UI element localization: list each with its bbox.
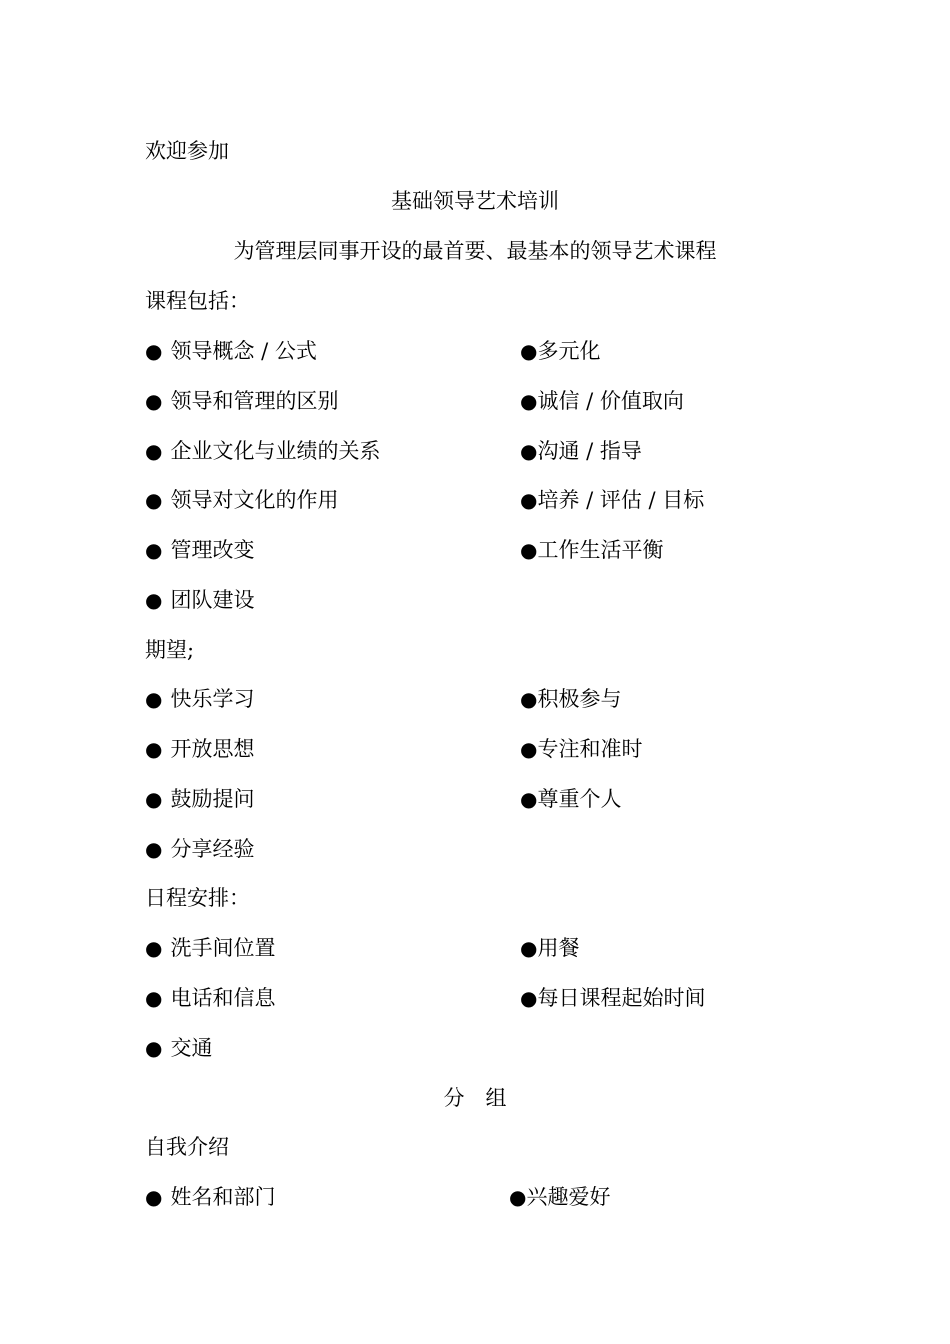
- list-item: ● 分享经验: [145, 837, 255, 861]
- list-item: ● 领导概念 / 公式: [145, 339, 317, 363]
- list-item: ●积极参与: [520, 687, 622, 711]
- bullet-icon: ●: [145, 936, 163, 960]
- list-item: ● 电话和信息: [145, 986, 276, 1010]
- list-item: ●诚信 / 价值取向: [520, 389, 684, 413]
- list-row: [145, 438, 845, 464]
- bullet-icon: ●: [520, 538, 538, 562]
- course-heading: 课程包括：: [145, 289, 250, 313]
- list-item: ●每日课程起始时间: [520, 986, 706, 1010]
- bullet-icon: ●: [520, 737, 538, 761]
- document-title: 基础领导艺术培训: [391, 189, 559, 213]
- list-row: [145, 736, 845, 762]
- bullet-icon: ●: [520, 488, 538, 512]
- bullet-icon: ●: [145, 439, 163, 463]
- list-row: [145, 686, 845, 712]
- list-item: ● 领导和管理的区别: [145, 389, 339, 413]
- bullet-icon: ●: [520, 389, 538, 413]
- list-item: ●沟通 / 指导: [520, 439, 642, 463]
- bullet-icon: ●: [520, 787, 538, 811]
- bullet-icon: ●: [145, 389, 163, 413]
- bullet-icon: ●: [520, 687, 538, 711]
- list-row: [145, 786, 845, 812]
- bullet-icon: ●: [145, 1185, 163, 1209]
- bullet-icon: ●: [145, 339, 163, 363]
- bullet-icon: ●: [520, 439, 538, 463]
- list-row: [145, 1184, 845, 1210]
- bullet-icon: ●: [520, 339, 538, 363]
- list-row: [145, 487, 845, 513]
- bullet-icon: ●: [145, 737, 163, 761]
- list-item: ●兴趣爱好: [509, 1185, 611, 1209]
- list-row: [145, 388, 845, 414]
- bullet-icon: ●: [145, 986, 163, 1010]
- list-item: ● 管理改变: [145, 538, 255, 562]
- list-item: ●专注和准时: [520, 737, 643, 761]
- bullet-icon: ●: [145, 1036, 163, 1060]
- list-item: ●尊重个人: [520, 787, 622, 811]
- list-item: ●工作生活平衡: [520, 538, 664, 562]
- bullet-icon: ●: [145, 588, 163, 612]
- list-item: ● 团队建设: [145, 588, 255, 612]
- document-subtitle: 为管理层同事开设的最首要、最基本的领导艺术课程: [233, 239, 717, 263]
- list-item: ● 快乐学习: [145, 687, 255, 711]
- bullet-icon: ●: [145, 787, 163, 811]
- list-item: ●用餐: [520, 936, 580, 960]
- bullet-icon: ●: [145, 538, 163, 562]
- list-row: [145, 836, 845, 862]
- list-row: [145, 1035, 845, 1061]
- list-row: [145, 935, 845, 961]
- list-item: ● 姓名和部门: [145, 1185, 276, 1209]
- list-item: ● 洗手间位置: [145, 936, 276, 960]
- expectations-heading: 期望;: [145, 638, 195, 662]
- schedule-heading: 日程安排：: [145, 886, 250, 910]
- list-item: ●培养 / 评估 / 目标: [520, 488, 705, 512]
- list-item: ● 开放思想: [145, 737, 255, 761]
- bullet-icon: ●: [145, 837, 163, 861]
- list-item: ● 企业文化与业绩的关系: [145, 439, 381, 463]
- grouping-heading: 分 组: [443, 1086, 507, 1110]
- intro-heading: 自我介绍: [145, 1135, 229, 1159]
- bullet-icon: ●: [520, 936, 538, 960]
- list-row: [145, 537, 845, 563]
- list-item: ●多元化: [520, 339, 601, 363]
- welcome-text: 欢迎参加: [145, 139, 229, 163]
- bullet-icon: ●: [509, 1185, 527, 1209]
- list-item: ● 鼓励提问: [145, 787, 255, 811]
- bullet-icon: ●: [520, 986, 538, 1010]
- list-item: ● 领导对文化的作用: [145, 488, 339, 512]
- list-row: [145, 985, 845, 1011]
- bullet-icon: ●: [145, 687, 163, 711]
- list-item: ● 交通: [145, 1036, 213, 1060]
- bullet-icon: ●: [145, 488, 163, 512]
- list-row: [145, 587, 845, 613]
- list-row: [145, 338, 845, 364]
